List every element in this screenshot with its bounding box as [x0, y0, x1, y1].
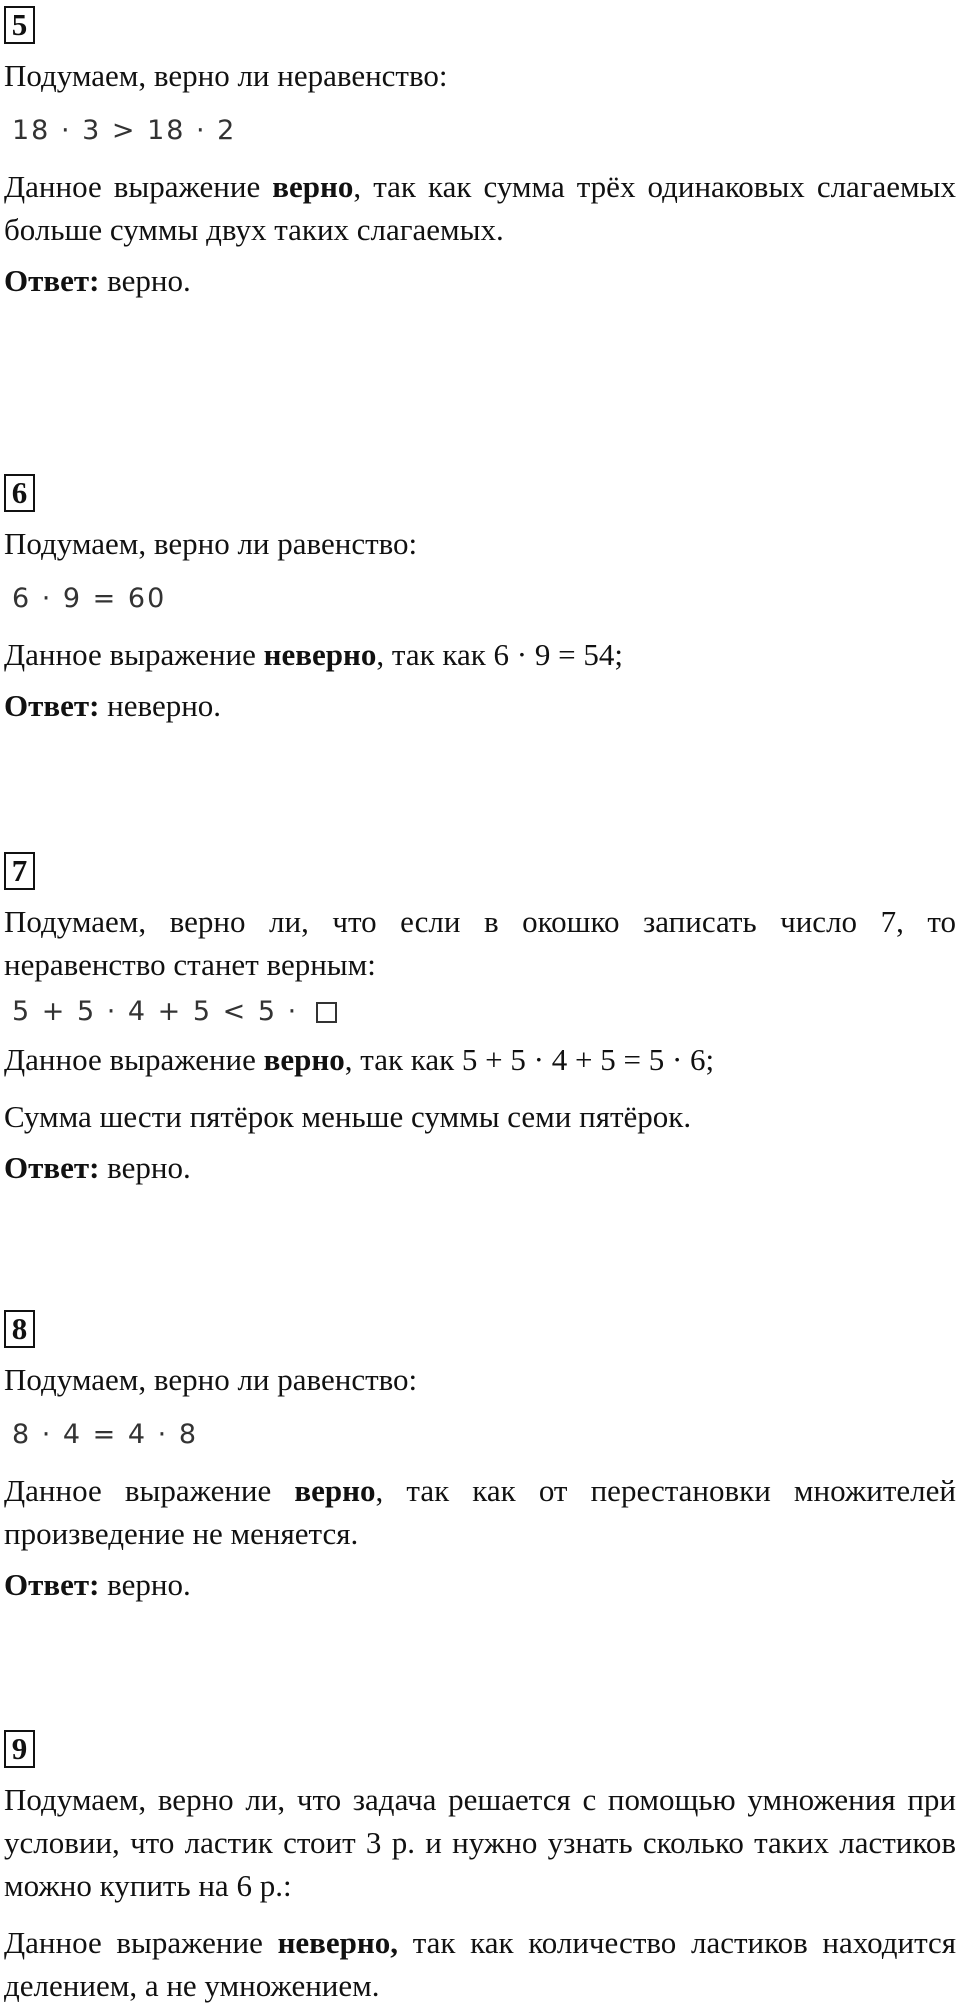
task-intro: Подумаем, верно ли равенство:: [4, 526, 418, 561]
task-explanation: [4, 1469, 956, 1555]
task-answer: [4, 259, 956, 302]
explanation-text: , так как 6 · 9 = 54;: [376, 637, 623, 672]
empty-box-icon: [316, 1002, 337, 1023]
task-intro: Подумаем, верно ли равенство:: [4, 1362, 418, 1397]
explanation-text: Данное выражение: [4, 1925, 278, 1960]
explanation-text: , так как 5 + 5 · 4 + 5 = 5 · 6;: [344, 1042, 715, 1077]
explanation-text: , так как от перестановки множителей произведение не меняется.: [4, 1473, 956, 1551]
task-explanation: [4, 1038, 956, 1081]
task-number: 5: [4, 6, 35, 44]
explanation-text: Данное выражение: [4, 169, 273, 204]
explanation-text: Данное выражение: [4, 1042, 264, 1077]
task-formula: 8 · 4 = 4 · 8: [12, 1419, 198, 1450]
task-formula: [12, 992, 956, 1032]
task-number: 6: [4, 474, 35, 512]
explanation-bold: верно: [272, 169, 354, 204]
task-answer: [4, 1146, 956, 1189]
answer-value: верно.: [99, 263, 191, 298]
explanation-text: , так как сумма трёх одинаковых слагаемых больше суммы двух таких слагаемых.: [4, 169, 956, 247]
explanation-bold: неверно,: [277, 1925, 399, 1960]
explanation-bold: неверно: [263, 637, 377, 672]
answer-value: верно.: [99, 1567, 191, 1602]
task-number: 9: [4, 1730, 35, 1768]
answer-label: Ответ:: [4, 688, 100, 723]
task-intro: Подумаем, верно ли, что если в окошко записать число 7, то неравенство станет верным:: [4, 904, 956, 982]
explanation-text: так как количество ластиков находится делением, а не умножением.: [4, 1925, 957, 2003]
task-intro: Подумаем, верно ли, что задача решается с помощью умножения при условии, что ластик стоит 3 р. и нужно узнать сколько таких ластиков можно купить на 6 р.:: [4, 1782, 956, 1903]
explanation-bold: верно: [294, 1473, 376, 1508]
task-answer: [4, 684, 956, 727]
answer-value: верно.: [99, 1150, 191, 1185]
task-explanation: [4, 633, 956, 676]
task-8: [4, 1310, 956, 1606]
task-9: [4, 1730, 956, 2007]
explanation-bold: верно: [263, 1042, 345, 1077]
task-number: 7: [4, 852, 35, 890]
task-explanation: [4, 165, 956, 251]
formula-text: 5 + 5 · 4 + 5 < 5 ·: [12, 996, 299, 1027]
task-intro: Подумаем, верно ли неравенство:: [4, 58, 448, 93]
explanation-text: Данное выражение: [4, 1473, 295, 1508]
task-answer: [4, 1563, 956, 1606]
answer-label: Ответ:: [4, 1567, 100, 1602]
answer-value: неверно.: [99, 688, 222, 723]
explanation-text: Данное выражение: [4, 637, 264, 672]
answer-label: Ответ:: [4, 263, 100, 298]
task-7: [4, 852, 956, 1189]
task-extra: Сумма шести пятёрок меньше суммы семи пятёрок.: [4, 1099, 692, 1134]
task-5: [4, 6, 956, 302]
task-explanation: [4, 1921, 956, 2007]
task-formula: 6 · 9 = 60: [12, 583, 167, 614]
task-formula: 18 · 3 > 18 · 2: [12, 115, 237, 146]
answer-label: Ответ:: [4, 1150, 100, 1185]
task-6: [4, 474, 956, 727]
task-number: 8: [4, 1310, 35, 1348]
